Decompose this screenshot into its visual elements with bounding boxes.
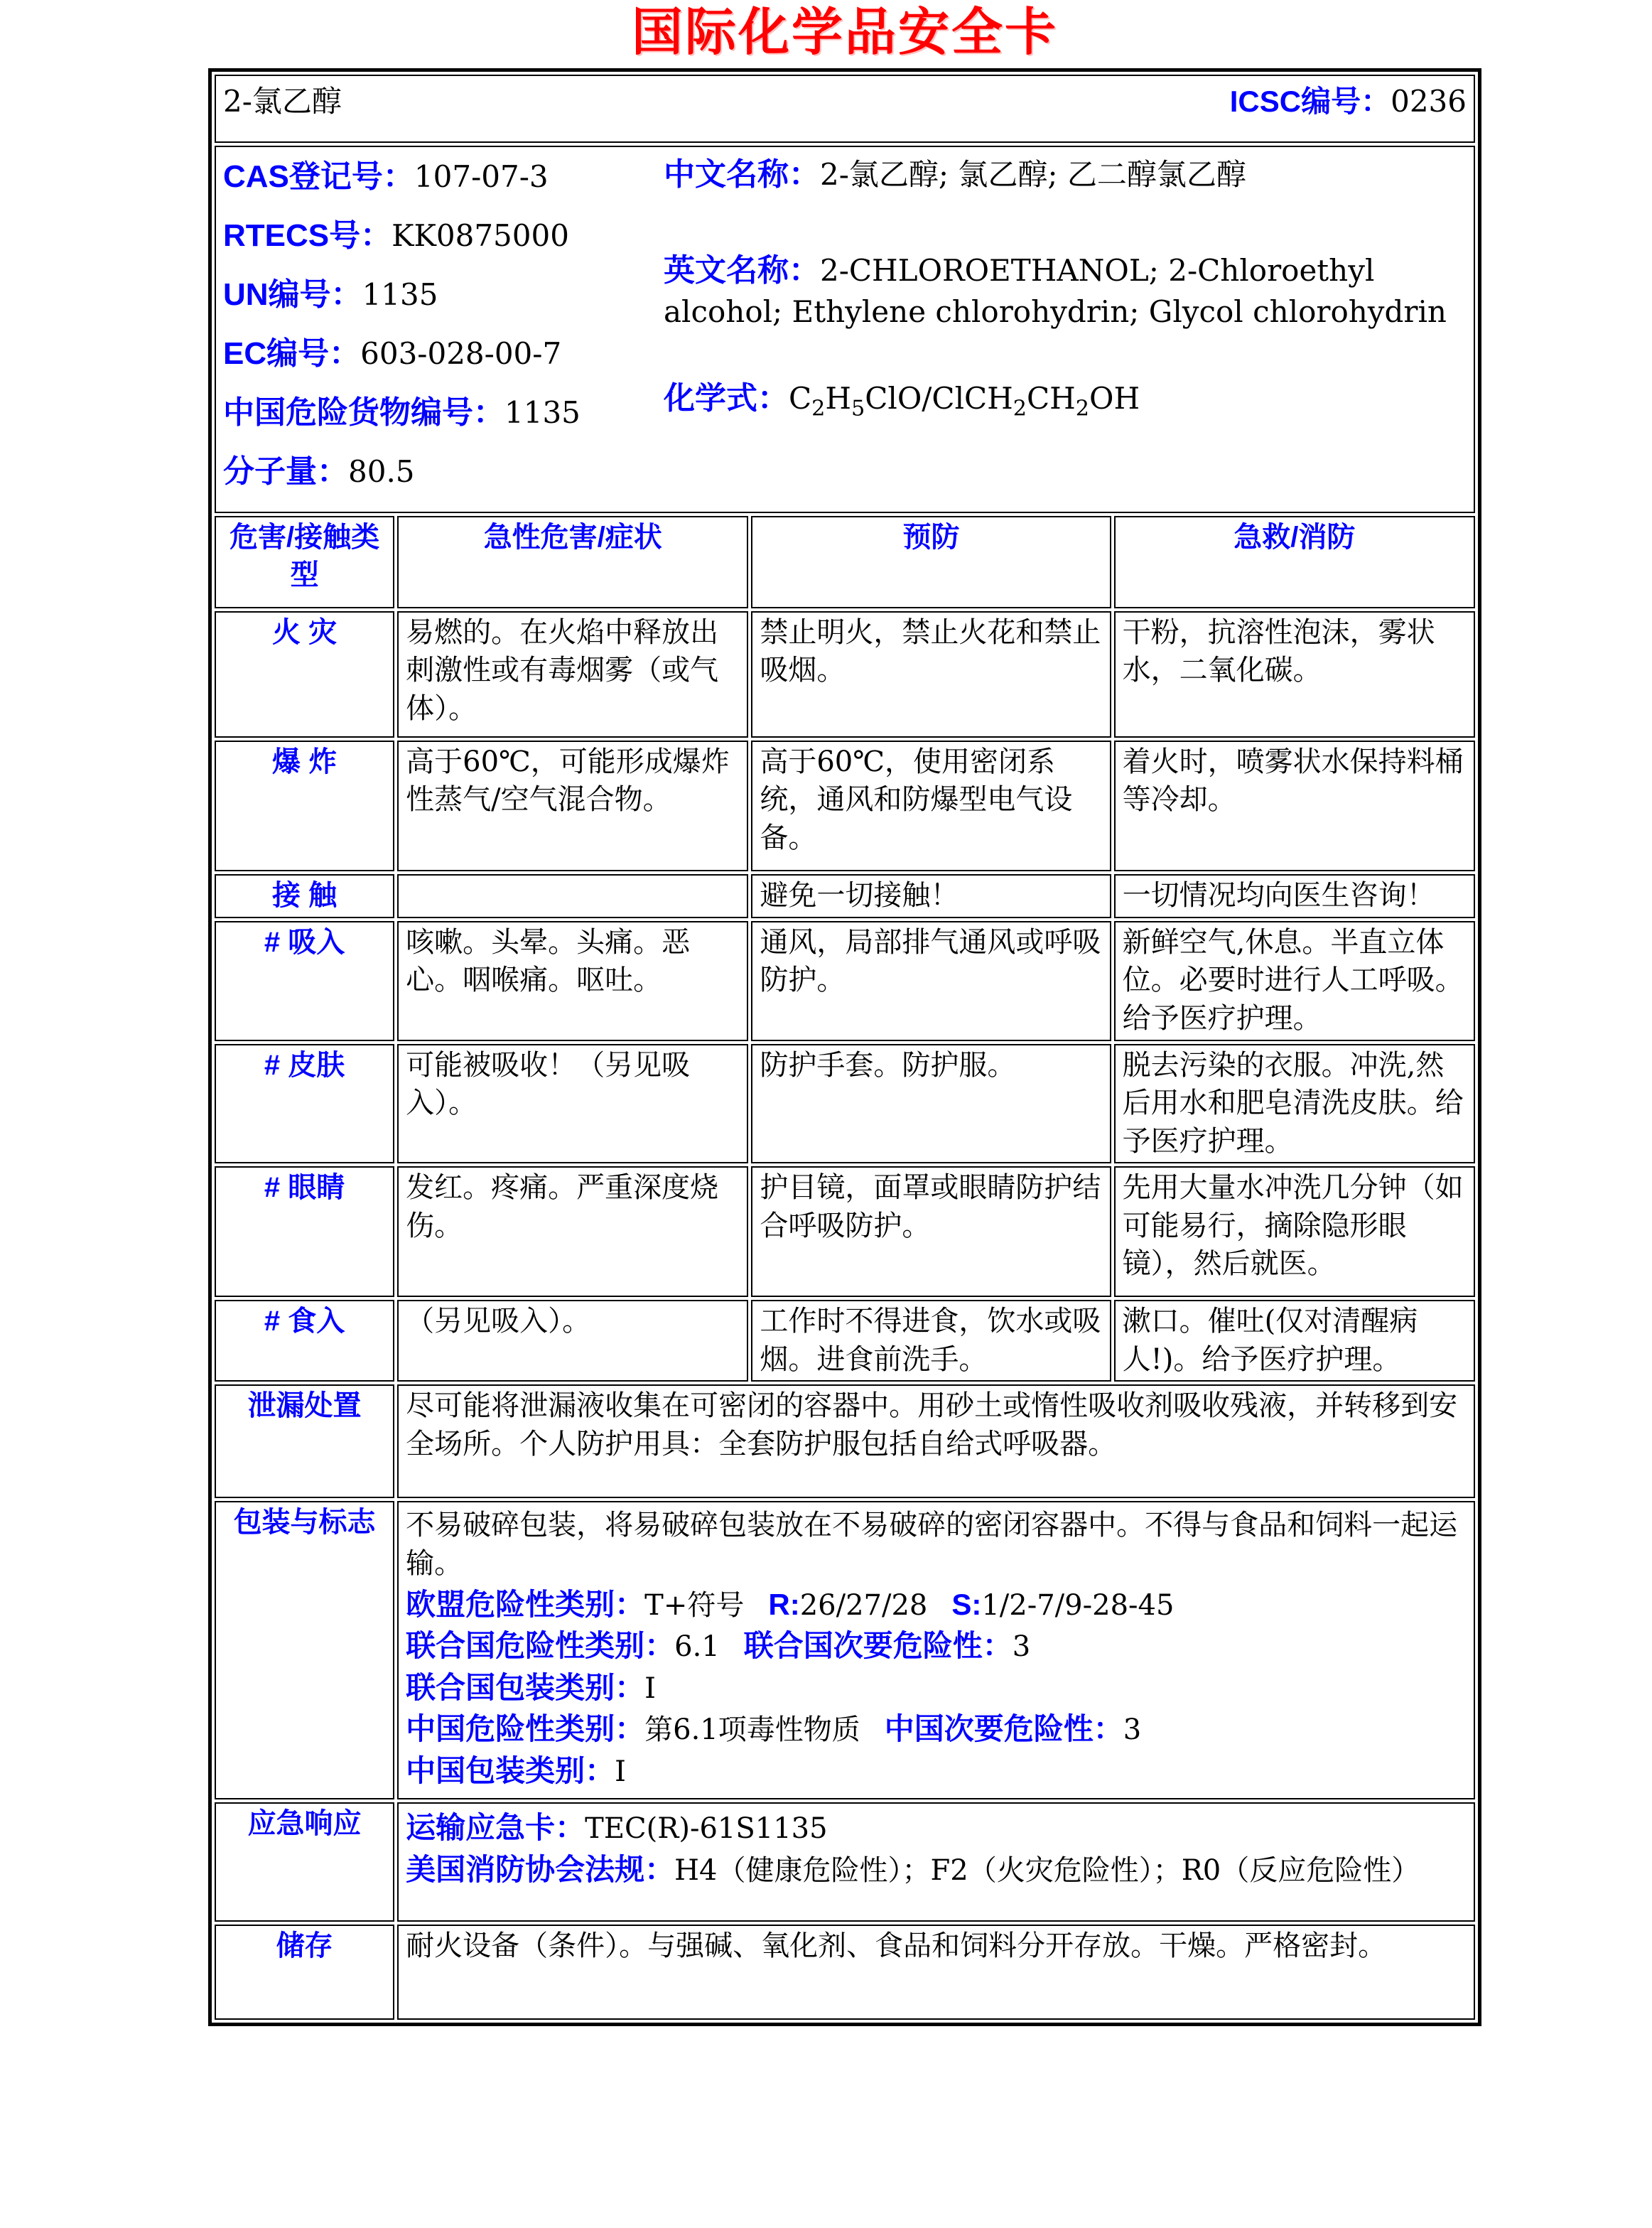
contact-prevention: 避免一切接触！ (751, 874, 1111, 918)
eyes-symptoms: 发红。疼痛。严重深度烧伤。 (397, 1166, 748, 1297)
ec-number: EC编号：603-028-00-7 (223, 335, 562, 371)
row-label-eyes: # 眼睛 (215, 1166, 394, 1297)
substance-names (664, 149, 1467, 510)
molecular-weight: 分子量：80.5 (223, 453, 415, 489)
row-label-emergency: 应急响应 (215, 1802, 394, 1922)
china-dg-number: 中国危险货物编号：1135 (223, 394, 581, 430)
hazard-row-fire (215, 611, 1475, 738)
chinese-name: 中文名称：2-氯乙醇; 氯乙醇; 乙二醇氯乙醇 (664, 157, 1246, 192)
row-label-packaging: 包装与标志 (215, 1501, 394, 1799)
explosion-response: 着火时，喷雾状水保持料桶等冷却。 (1114, 741, 1475, 871)
registry-numbers (223, 149, 664, 510)
eyes-response: 先用大量水冲洗几分钟（如可能易行，摘除隐形眼镜），然后就医。 (1114, 1166, 1475, 1297)
explosion-symptoms: 高于60℃，可能形成爆炸性蒸气/空气混合物。 (397, 741, 748, 871)
icsc-number (1230, 77, 1467, 122)
identification-row (215, 146, 1475, 513)
cn-packing-group: 中国包装类别：I (406, 1754, 626, 1789)
hazard-row-explosion (215, 741, 1475, 871)
english-name: 英文名称：2-CHLOROETHANOL; 2-Chloroethyl alcohol; Ethylene chlorohydrin; Glycol chlorohydrin (664, 252, 1447, 329)
row-label-fire: 火 灾 (215, 611, 394, 738)
row-label-skin: # 皮肤 (215, 1044, 394, 1164)
packaging-row (215, 1501, 1475, 1799)
row-label-ingestion: # 食入 (215, 1300, 394, 1382)
fire-prevention: 禁止明火，禁止火花和禁止吸烟。 (751, 611, 1111, 738)
spill-text: 尽可能将泄漏液收集在可密闭的容器中。用砂土或惰性吸收剂吸收残液，并转移到安全场所。个人防护用具：全套防护服包括自给式呼吸器。 (397, 1384, 1475, 1498)
identification-cell (215, 146, 1475, 513)
un-hazard-class: 联合国危险性类别：6.1 联合国次要危险性：3 (406, 1629, 1031, 1664)
row-label-contact: 接 触 (215, 874, 394, 918)
page-title: 国际化学品安全卡 (631, 4, 1058, 61)
emergency-cell (397, 1802, 1475, 1922)
hazard-row-ingestion (215, 1300, 1475, 1382)
fire-symptoms: 易燃的。在火焰中释放出刺激性或有毒烟雾（或气体）。 (397, 611, 748, 738)
row-label-inhalation: # 吸入 (215, 921, 394, 1041)
card-header-cell (215, 75, 1475, 143)
cas-number: CAS登记号：107-07-3 (223, 159, 549, 194)
hazard-row-contact (215, 874, 1475, 918)
emergency-row (215, 1802, 1475, 1922)
hazard-row-skin (215, 1044, 1475, 1164)
contact-symptoms (397, 874, 748, 918)
explosion-prevention: 高于60℃，使用密闭系统，通风和防爆型电气设备。 (751, 741, 1111, 871)
col-header-prevention: 预防 (751, 516, 1111, 608)
col-header-symptoms: 急性危害/症状 (397, 516, 748, 608)
packaging-cell (397, 1501, 1475, 1799)
fire-response: 干粉，抗溶性泡沫，雾状水，二氧化碳。 (1114, 611, 1475, 738)
inhalation-symptoms: 咳嗽。头晕。头痛。恶心。咽喉痛。呕吐。 (397, 921, 748, 1041)
storage-row (215, 1925, 1475, 2020)
inhalation-prevention: 通风，局部排气通风或呼吸防护。 (751, 921, 1111, 1041)
substance-name: 2-氯乙醇 (223, 84, 342, 119)
skin-symptoms: 可能被吸收！（另见吸入）。 (397, 1044, 748, 1164)
spill-row (215, 1384, 1475, 1498)
skin-prevention: 防护手套。防护服。 (751, 1044, 1111, 1164)
card-header-row (215, 75, 1475, 143)
row-label-storage: 储存 (215, 1925, 394, 2020)
cn-hazard-class: 中国危险性类别：第6.1项毒性物质 中国次要危险性：3 (406, 1712, 1142, 1747)
eu-hazard-class: 欧盟危险性类别：T+符号 R:26/27/28 S:1/2-7/9-28-45 (406, 1587, 1175, 1622)
row-label-spill: 泄漏处置 (215, 1384, 394, 1498)
hazard-row-eyes (215, 1166, 1475, 1297)
ingestion-response: 漱口。催吐(仅对清醒病人!)。给予医疗护理。 (1114, 1300, 1475, 1382)
storage-text: 耐火设备（条件）。与强碱、氧化剂、食品和饲料分开存放。干燥。严格密封。 (397, 1925, 1475, 2020)
skin-response: 脱去污染的衣服。冲洗,然后用水和肥皂清洗皮肤。给予医疗护理。 (1114, 1044, 1475, 1164)
icsc-card-table (208, 68, 1481, 2026)
transport-emergency-card: 运输应急卡：TEC(R)-61S1135 (406, 1811, 828, 1846)
row-label-explosion: 爆 炸 (215, 741, 394, 871)
contact-response: 一切情况均向医生咨询！ (1114, 874, 1475, 918)
icsc-number-value: 0236 (1391, 84, 1467, 119)
col-header-type: 危害/接触类型 (215, 516, 394, 608)
col-header-response: 急救/消防 (1114, 516, 1475, 608)
ingestion-symptoms: （另见吸入）。 (397, 1300, 748, 1382)
hazard-row-inhalation (215, 921, 1475, 1041)
icsc-number-label: ICSC编号： (1229, 85, 1391, 118)
inhalation-response: 新鲜空气,休息。半直立体位。必要时进行人工呼吸。给予医疗护理。 (1114, 921, 1475, 1041)
rtecs-number: RTECS号：KK0875000 (223, 217, 569, 253)
eyes-prevention: 护目镜，面罩或眼睛防护结合呼吸防护。 (751, 1166, 1111, 1297)
packaging-intro: 不易破碎包装，将易破碎包装放在不易破碎的密闭容器中。不得与食品和饲料一起运输。 (406, 1509, 1458, 1581)
ingestion-prevention: 工作时不得进食，饮水或吸烟。进食前洗手。 (751, 1300, 1111, 1382)
chemical-formula: 化学式：$C_2H_5ClO/ClCH_2CH_2OH$ (664, 380, 1140, 421)
hazard-header-row (215, 516, 1475, 608)
safety-card-page (208, 0, 1481, 2026)
un-number: UN编号：1135 (223, 276, 438, 312)
nfpa-code: 美国消防协会法规：H4（健康危险性）；F2（火灾危险性）；R0（反应危险性） (406, 1853, 1420, 1888)
un-packing-group: 联合国包装类别：I (406, 1670, 656, 1705)
